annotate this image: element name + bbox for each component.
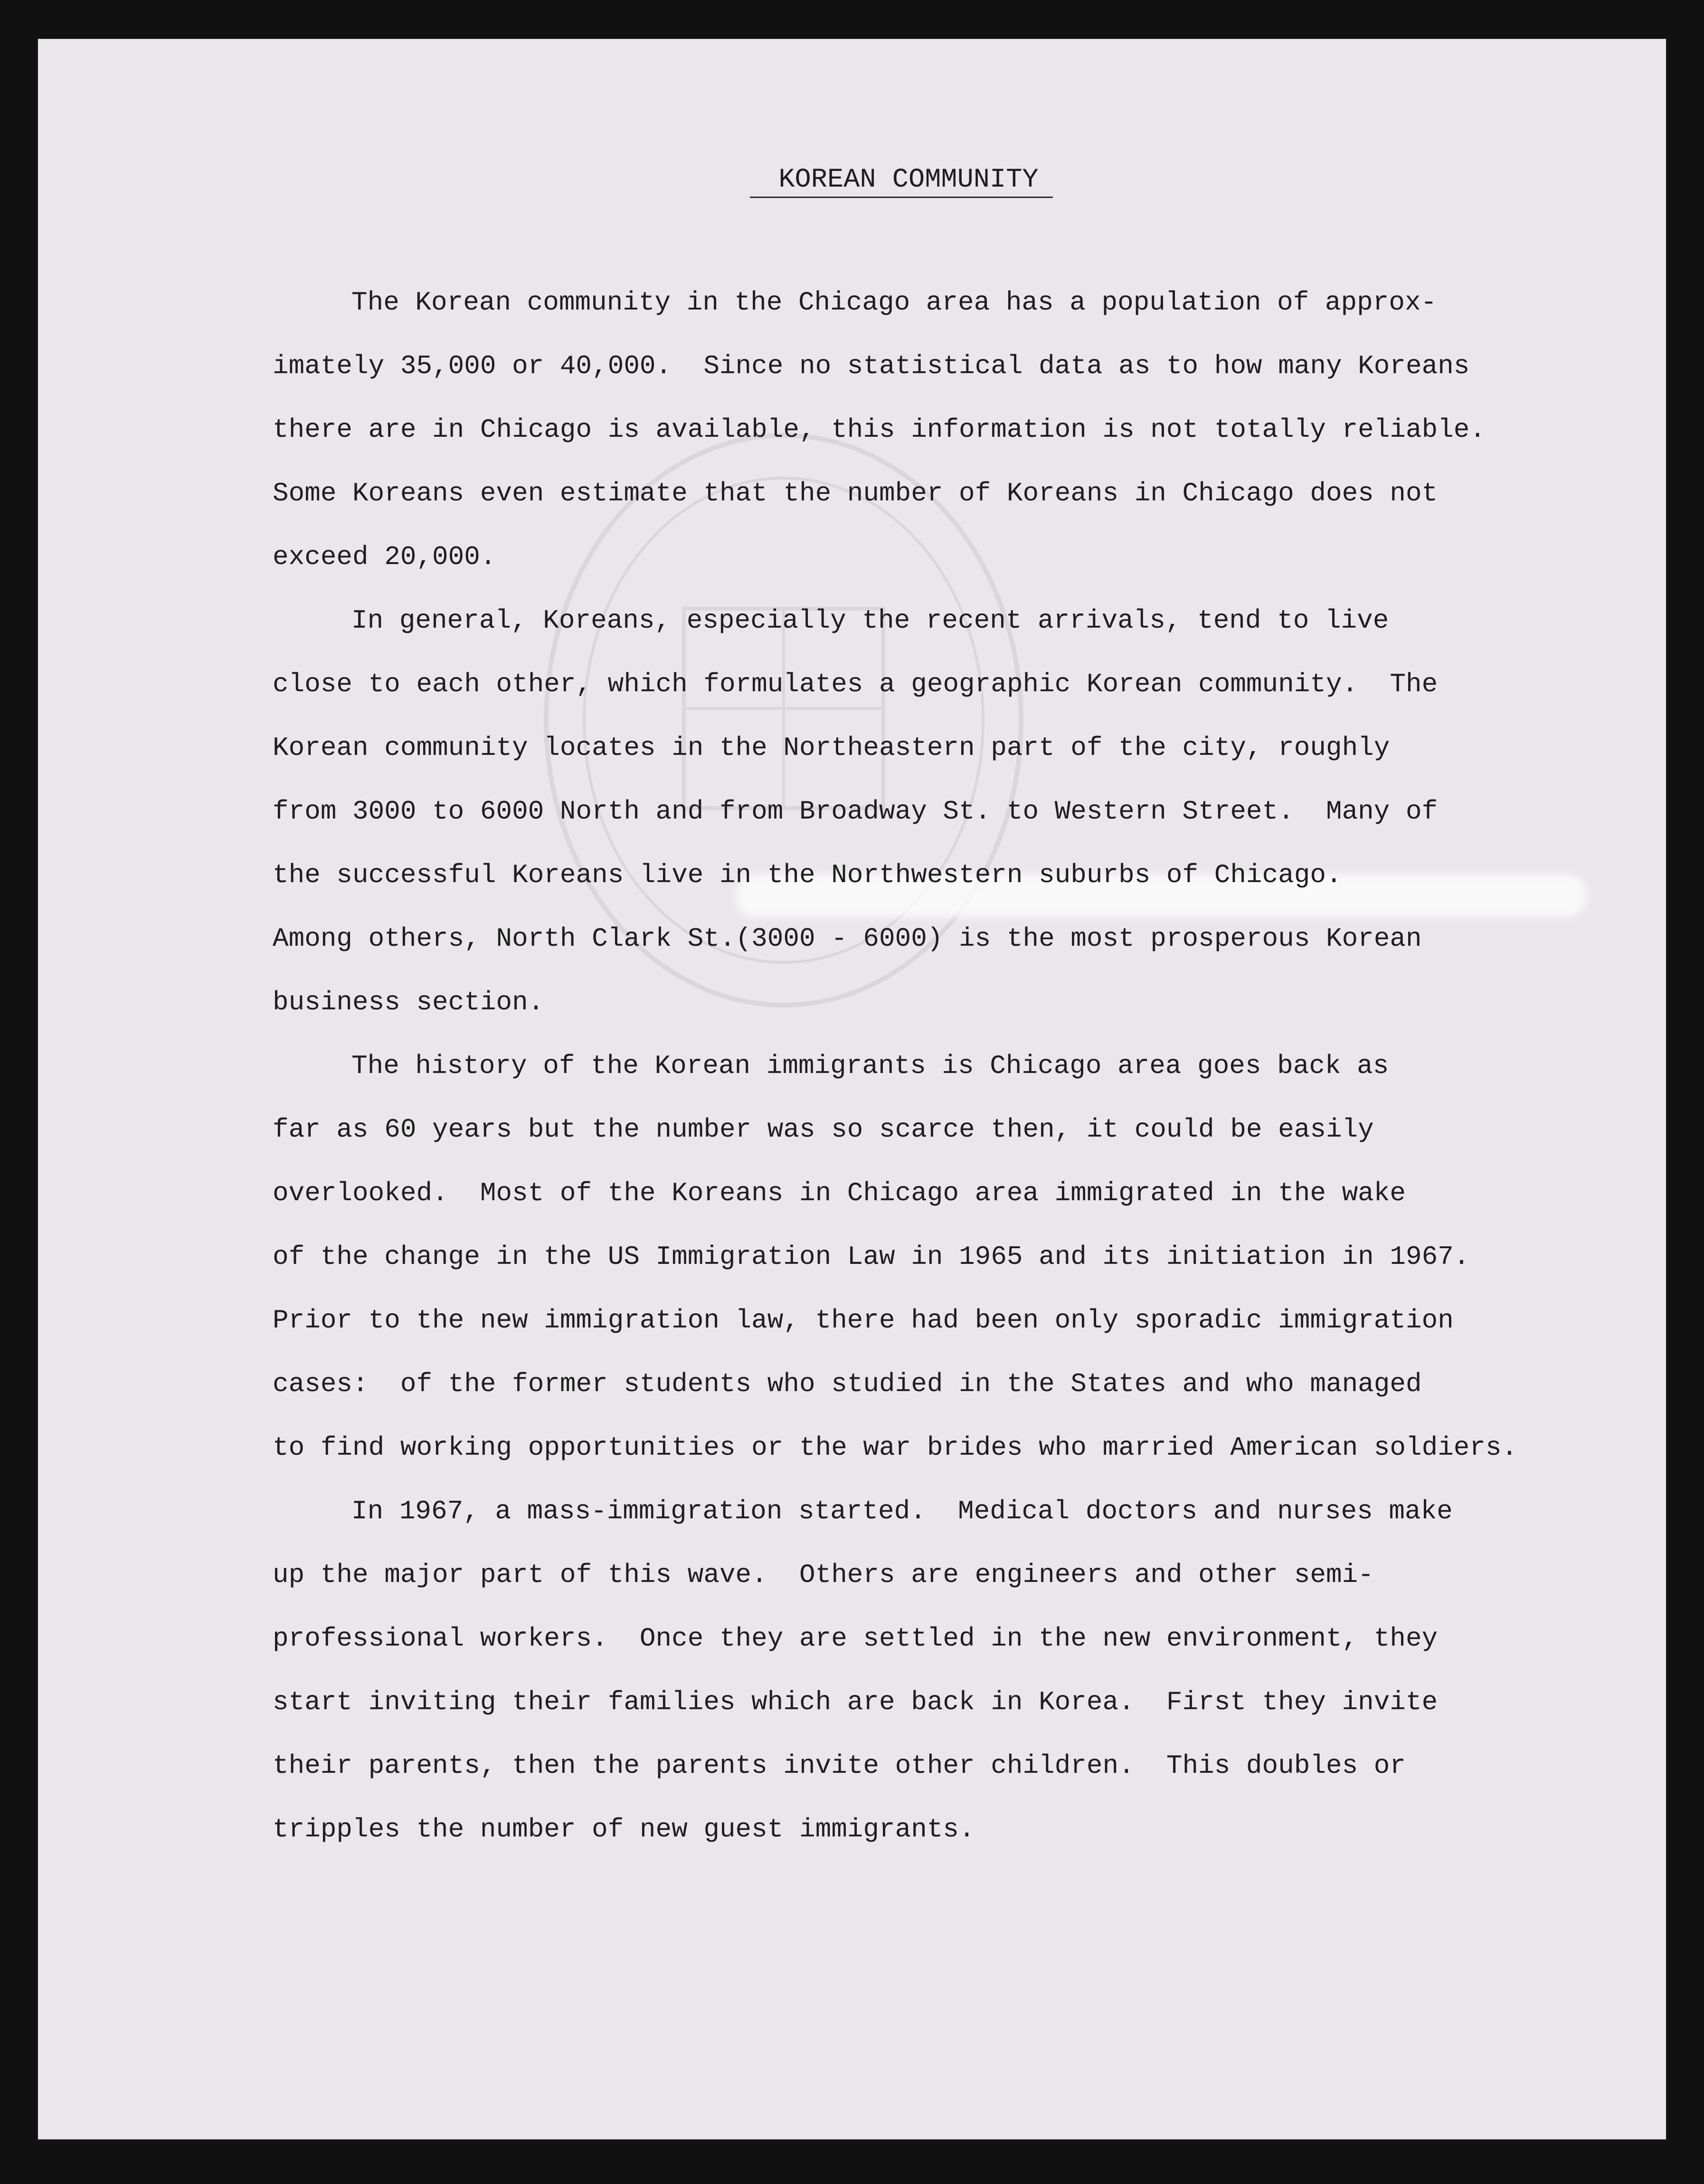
text-line: In general, Koreans, especially the recent arrivals, tend to live [351,605,1389,636]
text-line: The Korean community in the Chicago area has a population of approx- [351,287,1437,318]
title-text: KOREAN COMMUNITY [750,163,1052,198]
text-line: overlooked. Most of the Koreans in Chicago area immigrated in the wake [273,1178,1406,1208]
text-line: business section. [273,987,544,1017]
page-title [38,163,1666,198]
text-line: exceed 20,000. [273,542,496,572]
text-line: Prior to the new immigration law, there had been only sporadic immigration [273,1305,1454,1336]
text-line: to find working opportunities or the war brides who married American soldiers. [273,1432,1518,1463]
text-line: Some Koreans even estimate that the number of Koreans in Chicago does not [273,478,1438,508]
text-line: of the change in the US Immigration Law in 1965 and its initiation in 1967. [273,1242,1470,1272]
text-line: up the major part of this wave. Others are engineers and other semi- [273,1560,1374,1590]
text-line: start inviting their families which are back in Korea. First they invite [273,1687,1438,1717]
text-line: their parents, then the parents invite other children. This doubles or [273,1751,1406,1781]
text-line: Among others, North Clark St.(3000 - 6000) is the most prosperous Korean [273,923,1422,954]
text-line: The history of the Korean immigrants is Chicago area goes back as [351,1051,1389,1081]
text-line: professional workers. Once they are settled in the new environment, they [273,1623,1438,1654]
text-line: the successful Koreans live in the Northwestern suburbs of Chicago. [273,860,1342,890]
text-line: close to each other, which formulates a geographic Korean community. The [273,669,1438,699]
text-line: from 3000 to 6000 North and from Broadway St. to Western Street. Many of [273,796,1438,827]
text-line: there are in Chicago is available, this information is not totally reliable. [273,414,1486,445]
text-line: imately 35,000 or 40,000. Since no statistical data as to how many Koreans [273,351,1470,381]
text-line: In 1967, a mass-immigration started. Medical doctors and nurses make [351,1496,1453,1526]
text-line: tripples the number of new guest immigrants. [273,1814,975,1845]
text-line: far as 60 years but the number was so scarce then, it could be easily [273,1114,1374,1145]
text-line: Korean community locates in the Northeastern part of the city, roughly [273,733,1390,763]
document-page [38,39,1666,2139]
text-line: cases: of the former students who studied in the States and who managed [273,1369,1422,1399]
